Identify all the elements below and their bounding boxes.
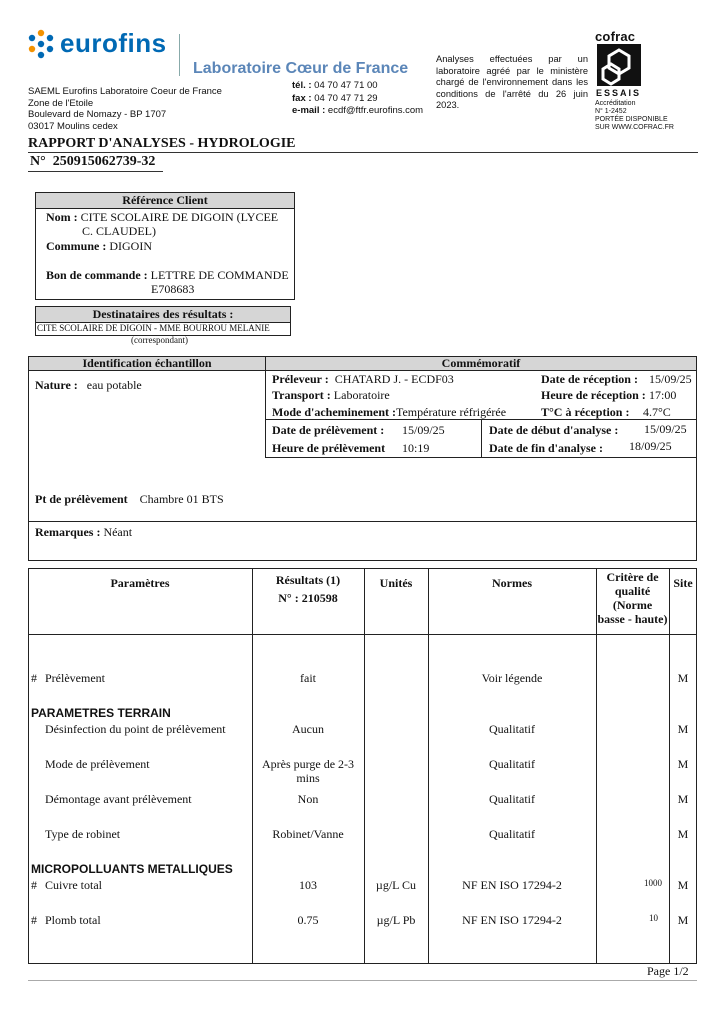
row-mark: # bbox=[31, 878, 37, 892]
cofrac-hexagon-icon bbox=[597, 44, 641, 86]
th-normes: Normes bbox=[492, 576, 532, 590]
heure-reception: Heure de réception : bbox=[541, 388, 646, 402]
eurofins-dots-icon bbox=[26, 29, 56, 59]
row-site: M bbox=[677, 757, 689, 771]
row-norme: NF EN ISO 17294-2 bbox=[462, 878, 562, 892]
prelevement-rule bbox=[265, 419, 481, 420]
date-debut-value: 15/09/25 bbox=[644, 422, 687, 436]
report-number: N° 250915062739-32 bbox=[30, 154, 156, 169]
th-parametres: Paramètres bbox=[110, 576, 170, 590]
row-result: fait bbox=[300, 671, 316, 685]
cofrac-accreditation: Accréditation N° 1-2452 PORTÉE DISPONIBLE SUR WWW.COFRAC.FR bbox=[595, 100, 674, 131]
date-fin-analyse: Date de fin d'analyse : bbox=[489, 441, 603, 455]
row-param: Plomb total bbox=[45, 913, 101, 927]
transport: Transport : Laboratoire bbox=[272, 388, 390, 402]
row-norme: Qualitatif bbox=[489, 722, 535, 736]
row-norme: Voir légende bbox=[481, 671, 543, 685]
number-rule bbox=[28, 171, 163, 172]
heure-prelevement-value: 10:19 bbox=[402, 441, 430, 455]
row-mark: # bbox=[31, 671, 37, 685]
row-critere: 10 bbox=[649, 913, 658, 923]
row-critere: 1000 bbox=[644, 878, 662, 888]
preleveur: Préleveur : CHATARD J. - ECDF03 bbox=[272, 372, 454, 386]
recipients-header: Destinataires des résultats : bbox=[35, 306, 291, 323]
row-unit: µg/L Pb bbox=[376, 913, 416, 927]
row-result: 103 bbox=[299, 878, 317, 892]
th-critere: Critère de qualité (Norme basse - haute) bbox=[597, 570, 668, 626]
temp-reception: T°C à réception : bbox=[541, 405, 630, 419]
row-site: M bbox=[677, 722, 689, 736]
section-metal: MICROPOLLUANTS METALLIQUES bbox=[31, 862, 233, 876]
title-rule bbox=[28, 152, 698, 153]
row-mark: # bbox=[31, 913, 37, 927]
row-result: Aucun bbox=[292, 722, 324, 736]
client-bon-cont: E708683 bbox=[151, 282, 195, 296]
client-nom: Nom : CITE SCOLAIRE DE DIGOIN (LYCEE bbox=[46, 210, 279, 224]
lab-name: Laboratoire Cœur de France bbox=[193, 60, 409, 77]
row-site: M bbox=[677, 878, 689, 892]
client-nom-cont: C. CLAUDEL) bbox=[82, 224, 156, 238]
lab-contact: tél. : 04 70 47 71 00 fax : 04 70 47 71 29 e-mail : ecdf@ftfr.eurofins.com bbox=[292, 80, 424, 116]
remarques: Remarques : Néant bbox=[35, 525, 133, 539]
row-result: Après purge de 2-3 mins bbox=[261, 757, 355, 785]
heure-reception-value: 17:00 bbox=[649, 388, 677, 402]
point-prelevement: Pt de prélèvement Chambre 01 BTS bbox=[35, 492, 224, 506]
row-norme: Qualitatif bbox=[489, 792, 535, 806]
lab-address: SAEML Eurofins Laboratoire Coeur de France Zone de l'Etoile Boulevard de Nomazy - BP 1707 03017 Moulins cedex bbox=[28, 86, 222, 132]
row-result: Robinet/Vanne bbox=[272, 827, 344, 841]
row-param: Mode de prélèvement bbox=[45, 757, 150, 771]
eurofins-logo bbox=[26, 28, 176, 62]
date-prelevement-value: 15/09/25 bbox=[402, 423, 445, 437]
row-site: M bbox=[677, 827, 689, 841]
date-reception-value: 15/09/25 bbox=[649, 372, 692, 386]
row-norme: Qualitatif bbox=[489, 827, 535, 841]
row-site: M bbox=[677, 671, 689, 685]
sample-nature: Nature : eau potable bbox=[35, 378, 142, 392]
date-reception: Date de réception : bbox=[541, 372, 638, 386]
client-header: Référence Client bbox=[35, 192, 295, 209]
row-norme: Qualitatif bbox=[489, 757, 535, 771]
recipients-name: CITE SCOLAIRE DE DIGOIN - MME BOURROU MELANIE bbox=[37, 323, 270, 333]
row-site: M bbox=[677, 913, 689, 927]
page-number: Page 1/2 bbox=[647, 964, 689, 978]
section-terrain: PARAMETRES TERRAIN bbox=[31, 706, 171, 720]
row-norme: NF EN ISO 17294-2 bbox=[462, 913, 562, 927]
row-unit: µg/L Cu bbox=[375, 878, 417, 892]
row-result: 0.75 bbox=[297, 913, 319, 927]
commemoratif-header: Commémoratif bbox=[265, 356, 697, 371]
date-fin-value: 18/09/25 bbox=[629, 439, 672, 453]
heure-prelevement: Heure de prélèvement bbox=[272, 441, 386, 455]
th-resultats: Résultats (1) N° : 210598 bbox=[275, 573, 341, 605]
row-param: Désinfection du point de prélèvement bbox=[45, 722, 226, 736]
th-unites: Unités bbox=[379, 576, 413, 590]
header-divider bbox=[179, 34, 180, 76]
row-param: Type de robinet bbox=[45, 827, 121, 841]
row-param: Prélèvement bbox=[45, 671, 105, 685]
mode-acheminement: Mode d'acheminement :Température réfrigérée bbox=[272, 405, 507, 419]
recipients-role: (correspondant) bbox=[131, 335, 188, 345]
temp-reception-value: 4.7°C bbox=[643, 405, 671, 419]
sample-id-header: Identification échantillon bbox=[28, 356, 266, 371]
cofrac-logo: cofrac ESSAIS bbox=[595, 29, 642, 98]
date-prelevement: Date de prélèvement : bbox=[272, 423, 385, 437]
row-site: M bbox=[677, 792, 689, 806]
row-param: Démontage avant prélèvement bbox=[45, 792, 192, 806]
client-bon: Bon de commande : LETTRE DE COMMANDE bbox=[46, 268, 289, 282]
client-commune: Commune : DIGOIN bbox=[46, 239, 152, 253]
footer-rule bbox=[28, 980, 697, 981]
row-param: Cuivre total bbox=[45, 878, 102, 892]
brand-name: eurofins bbox=[60, 28, 167, 58]
col-divider bbox=[596, 568, 597, 964]
report-title: RAPPORT D'ANALYSES - HYDROLOGIE bbox=[28, 136, 296, 151]
row-result: Non bbox=[297, 792, 319, 806]
col-divider bbox=[364, 568, 365, 964]
agreement-text: Analyses effectuées par un laboratoire agréé par le ministère chargé de l'environnement dans les conditions de l'arrêté du 26 juin 2023. bbox=[436, 54, 588, 110]
date-debut-analyse: Date de début d'analyse : bbox=[489, 423, 619, 437]
th-site: Site bbox=[673, 576, 693, 590]
